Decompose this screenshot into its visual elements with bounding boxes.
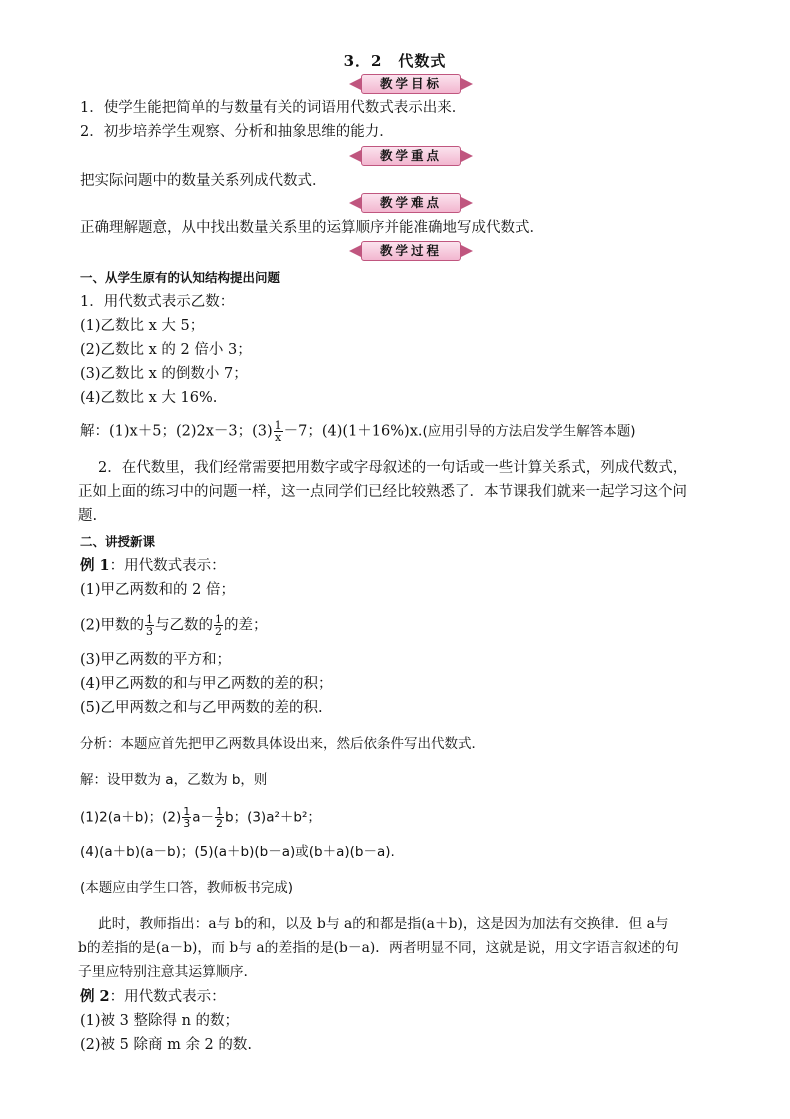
ex2-intro: [80, 987, 226, 1007]
remark-line-3: 子里应特别注意其运算顺序.: [78, 964, 248, 980]
answer-note: (应用引导的方法启发学生解答本题): [422, 423, 636, 440]
objective-2: 2．初步培养学生观察、分析和抽象思维的能力．: [80, 124, 394, 140]
q2-line-2: 正如上面的练习中的问题一样，这一点同学们已经比较熟悉了．本节课我们就来一起学习这个问: [78, 484, 687, 500]
ex1-answer-2: (4)(a＋b)(a－b)；(5)(a＋b)(b－a)或(b＋a)(b－a).: [80, 844, 395, 860]
banner-label: 教学过程: [361, 241, 461, 261]
numerator: 1: [146, 613, 154, 626]
ex1-item-4: (4)甲乙两数的和与甲乙两数的差的积；: [80, 676, 333, 692]
ex1-analysis: 分析：本题应首先把甲乙两数具体设出来，然后依条件写出代数式．: [80, 736, 485, 752]
example-intro: ：用代数式表示：: [109, 558, 226, 574]
ex1-item-5: (5)乙甲两数之和与乙甲两数的差的积.: [80, 700, 323, 716]
right-arrow-icon: [461, 78, 473, 90]
text-part: (2)甲数的: [80, 617, 145, 634]
fraction: [274, 420, 283, 443]
page-title: 3．2 代数式: [343, 52, 447, 70]
banner-label: 教学难点: [361, 193, 461, 213]
remark-line-1: 此时，教师指出：a与 b的和，以及 b与 a的和都是指(a＋b)，这是因为加法有交换律．但 a与: [98, 916, 669, 932]
q1-answer: [80, 420, 636, 443]
banner-key-points: [349, 146, 473, 166]
numerator: 1: [215, 613, 223, 626]
answer-part: －7；(4)(1＋16%)x.: [283, 423, 423, 440]
ex1-intro: [80, 556, 226, 576]
ex1-note: (本题应由学生口答，教师板书完成): [80, 880, 294, 896]
ex2-item-2: (2)被 5 除商 m 余 2 的数.: [80, 1037, 253, 1053]
q2-line-1: 2．在代数里，我们经常需要把用数字或字母叙述的一句话或一些计算关系式，列成代数式，: [98, 460, 688, 476]
q1-intro: 1．用代数式表示乙数：: [80, 294, 235, 310]
banner-objectives: [349, 74, 473, 94]
fraction: [145, 614, 154, 637]
q1-item-3: (3)乙数比 x 的倒数小 7；: [80, 366, 248, 382]
numerator: 1: [183, 805, 191, 818]
banner-label: 教学目标: [361, 74, 461, 94]
numerator: 1: [274, 419, 282, 432]
answer-part: b；(3)a²＋b²；: [225, 809, 321, 826]
ex1-item-1: (1)甲乙两数和的 2 倍；: [80, 582, 235, 598]
fraction: [215, 806, 224, 829]
text-part: 的差；: [224, 617, 268, 634]
remark-line-2: b的差指的是(a－b)，而 b与 a的差指的是(b－a)．两者明显不同，这就是说，用文字语言叙述的句: [78, 940, 679, 956]
example-label: 例 1: [80, 557, 110, 574]
difficulty-text: 正确理解题意，从中找出数量关系里的运算顺序并能准确地写成代数式．: [80, 220, 544, 236]
ex1-item-2: [80, 614, 268, 637]
denominator: x: [275, 431, 282, 444]
banner-process: [349, 241, 473, 261]
left-arrow-icon: [349, 245, 361, 257]
q1-item-4: (4)乙数比 x 大 16%.: [80, 390, 218, 406]
denominator: 3: [183, 817, 191, 830]
right-arrow-icon: [461, 150, 473, 162]
left-arrow-icon: [349, 150, 361, 162]
q2-line-3: 题.: [78, 508, 98, 524]
right-arrow-icon: [461, 245, 473, 257]
banner-label: 教学重点: [361, 146, 461, 166]
example-intro: ：用代数式表示：: [109, 989, 226, 1005]
left-arrow-icon: [349, 197, 361, 209]
example-label: 例 2: [80, 988, 110, 1005]
fraction: [214, 614, 223, 637]
key-point-text: 把实际问题中的数量关系列成代数式．: [80, 173, 327, 189]
ex1-solution: 解：设甲数为 a，乙数为 b，则: [80, 772, 268, 788]
fraction: [182, 806, 191, 829]
banner-difficulties: [349, 193, 473, 213]
objective-1: 1．使学生能把简单的与数量有关的词语用代数式表示出来．: [80, 100, 467, 116]
numerator: 1: [216, 805, 223, 818]
answer-part: a－: [192, 809, 214, 826]
left-arrow-icon: [349, 78, 361, 90]
denominator: 2: [216, 817, 223, 830]
ex1-answer-1: [80, 806, 321, 829]
right-arrow-icon: [461, 197, 473, 209]
denominator: 3: [146, 625, 154, 638]
section-heading-1: 一、从学生原有的认知结构提出问题: [80, 270, 281, 285]
ex2-item-1: (1)被 3 整除得 n 的数；: [80, 1013, 240, 1029]
text-part: 与乙数的: [155, 617, 214, 634]
ex1-item-3: (3)甲乙两数的平方和；: [80, 652, 232, 668]
section-heading-2: 二、讲授新课: [80, 534, 156, 549]
denominator: 2: [215, 625, 223, 638]
answer-part: 解：(1)x＋5；(2)2x－3；(3): [80, 423, 273, 440]
answer-part: (1)2(a＋b)；(2): [80, 809, 182, 826]
q1-item-1: (1)乙数比 x 大 5；: [80, 318, 205, 334]
q1-item-2: (2)乙数比 x 的 2 倍小 3；: [80, 342, 252, 358]
